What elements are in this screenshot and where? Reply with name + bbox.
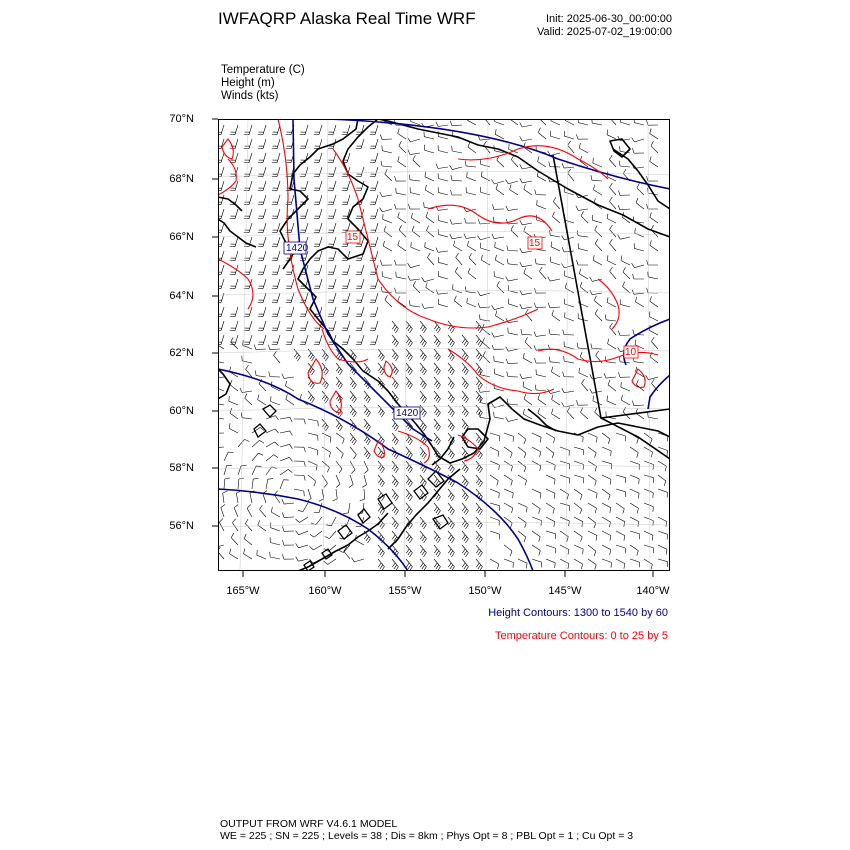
- temperature-contour-legend: Temperature Contours: 0 to 25 by 5: [494, 630, 668, 642]
- field-temperature: Temperature (C): [221, 64, 305, 76]
- y-tick-label: 70°N: [169, 113, 194, 125]
- valid-time: Valid: 2025-07-02_19:00:00: [537, 26, 672, 38]
- y-tick-label: 68°N: [169, 173, 194, 185]
- height-contour-legend: Height Contours: 1300 to 1540 by 60: [488, 607, 668, 619]
- init-time: Init: 2025-06-30_00:00:00: [546, 13, 672, 25]
- field-winds: Winds (kts): [221, 90, 279, 102]
- y-tick-label: 60°N: [169, 405, 194, 417]
- x-tick-label: 150°W: [468, 585, 502, 597]
- y-tick-label: 66°N: [169, 231, 194, 243]
- y-tick-label: 58°N: [169, 462, 194, 474]
- svg-text:10: 10: [625, 347, 637, 358]
- y-tick-label: 62°N: [169, 347, 194, 359]
- x-tick-label: 140°W: [636, 585, 670, 597]
- x-tick-label: 145°W: [548, 585, 582, 597]
- field-height: Height (m): [221, 77, 275, 89]
- map-title: IWFAQRP Alaska Real Time WRF: [218, 9, 476, 28]
- svg-text:1420: 1420: [396, 408, 419, 419]
- y-tick-label: 56°N: [169, 520, 194, 532]
- x-tick-label: 155°W: [388, 585, 422, 597]
- svg-text:1420: 1420: [286, 243, 309, 254]
- svg-text:15: 15: [347, 232, 359, 243]
- x-tick-label: 160°W: [308, 585, 342, 597]
- model-settings: WE = 225 ; SN = 225 ; Levels = 38 ; Dis = 8km ; Phys Opt = 8 ; PBL Opt = 1 ; Cu Opt = 3: [220, 830, 634, 842]
- x-tick-label: 165°W: [226, 585, 260, 597]
- y-tick-label: 64°N: [169, 290, 194, 302]
- svg-text:15: 15: [529, 238, 541, 249]
- model-info: OUTPUT FROM WRF V4.6.1 MODEL: [220, 818, 398, 830]
